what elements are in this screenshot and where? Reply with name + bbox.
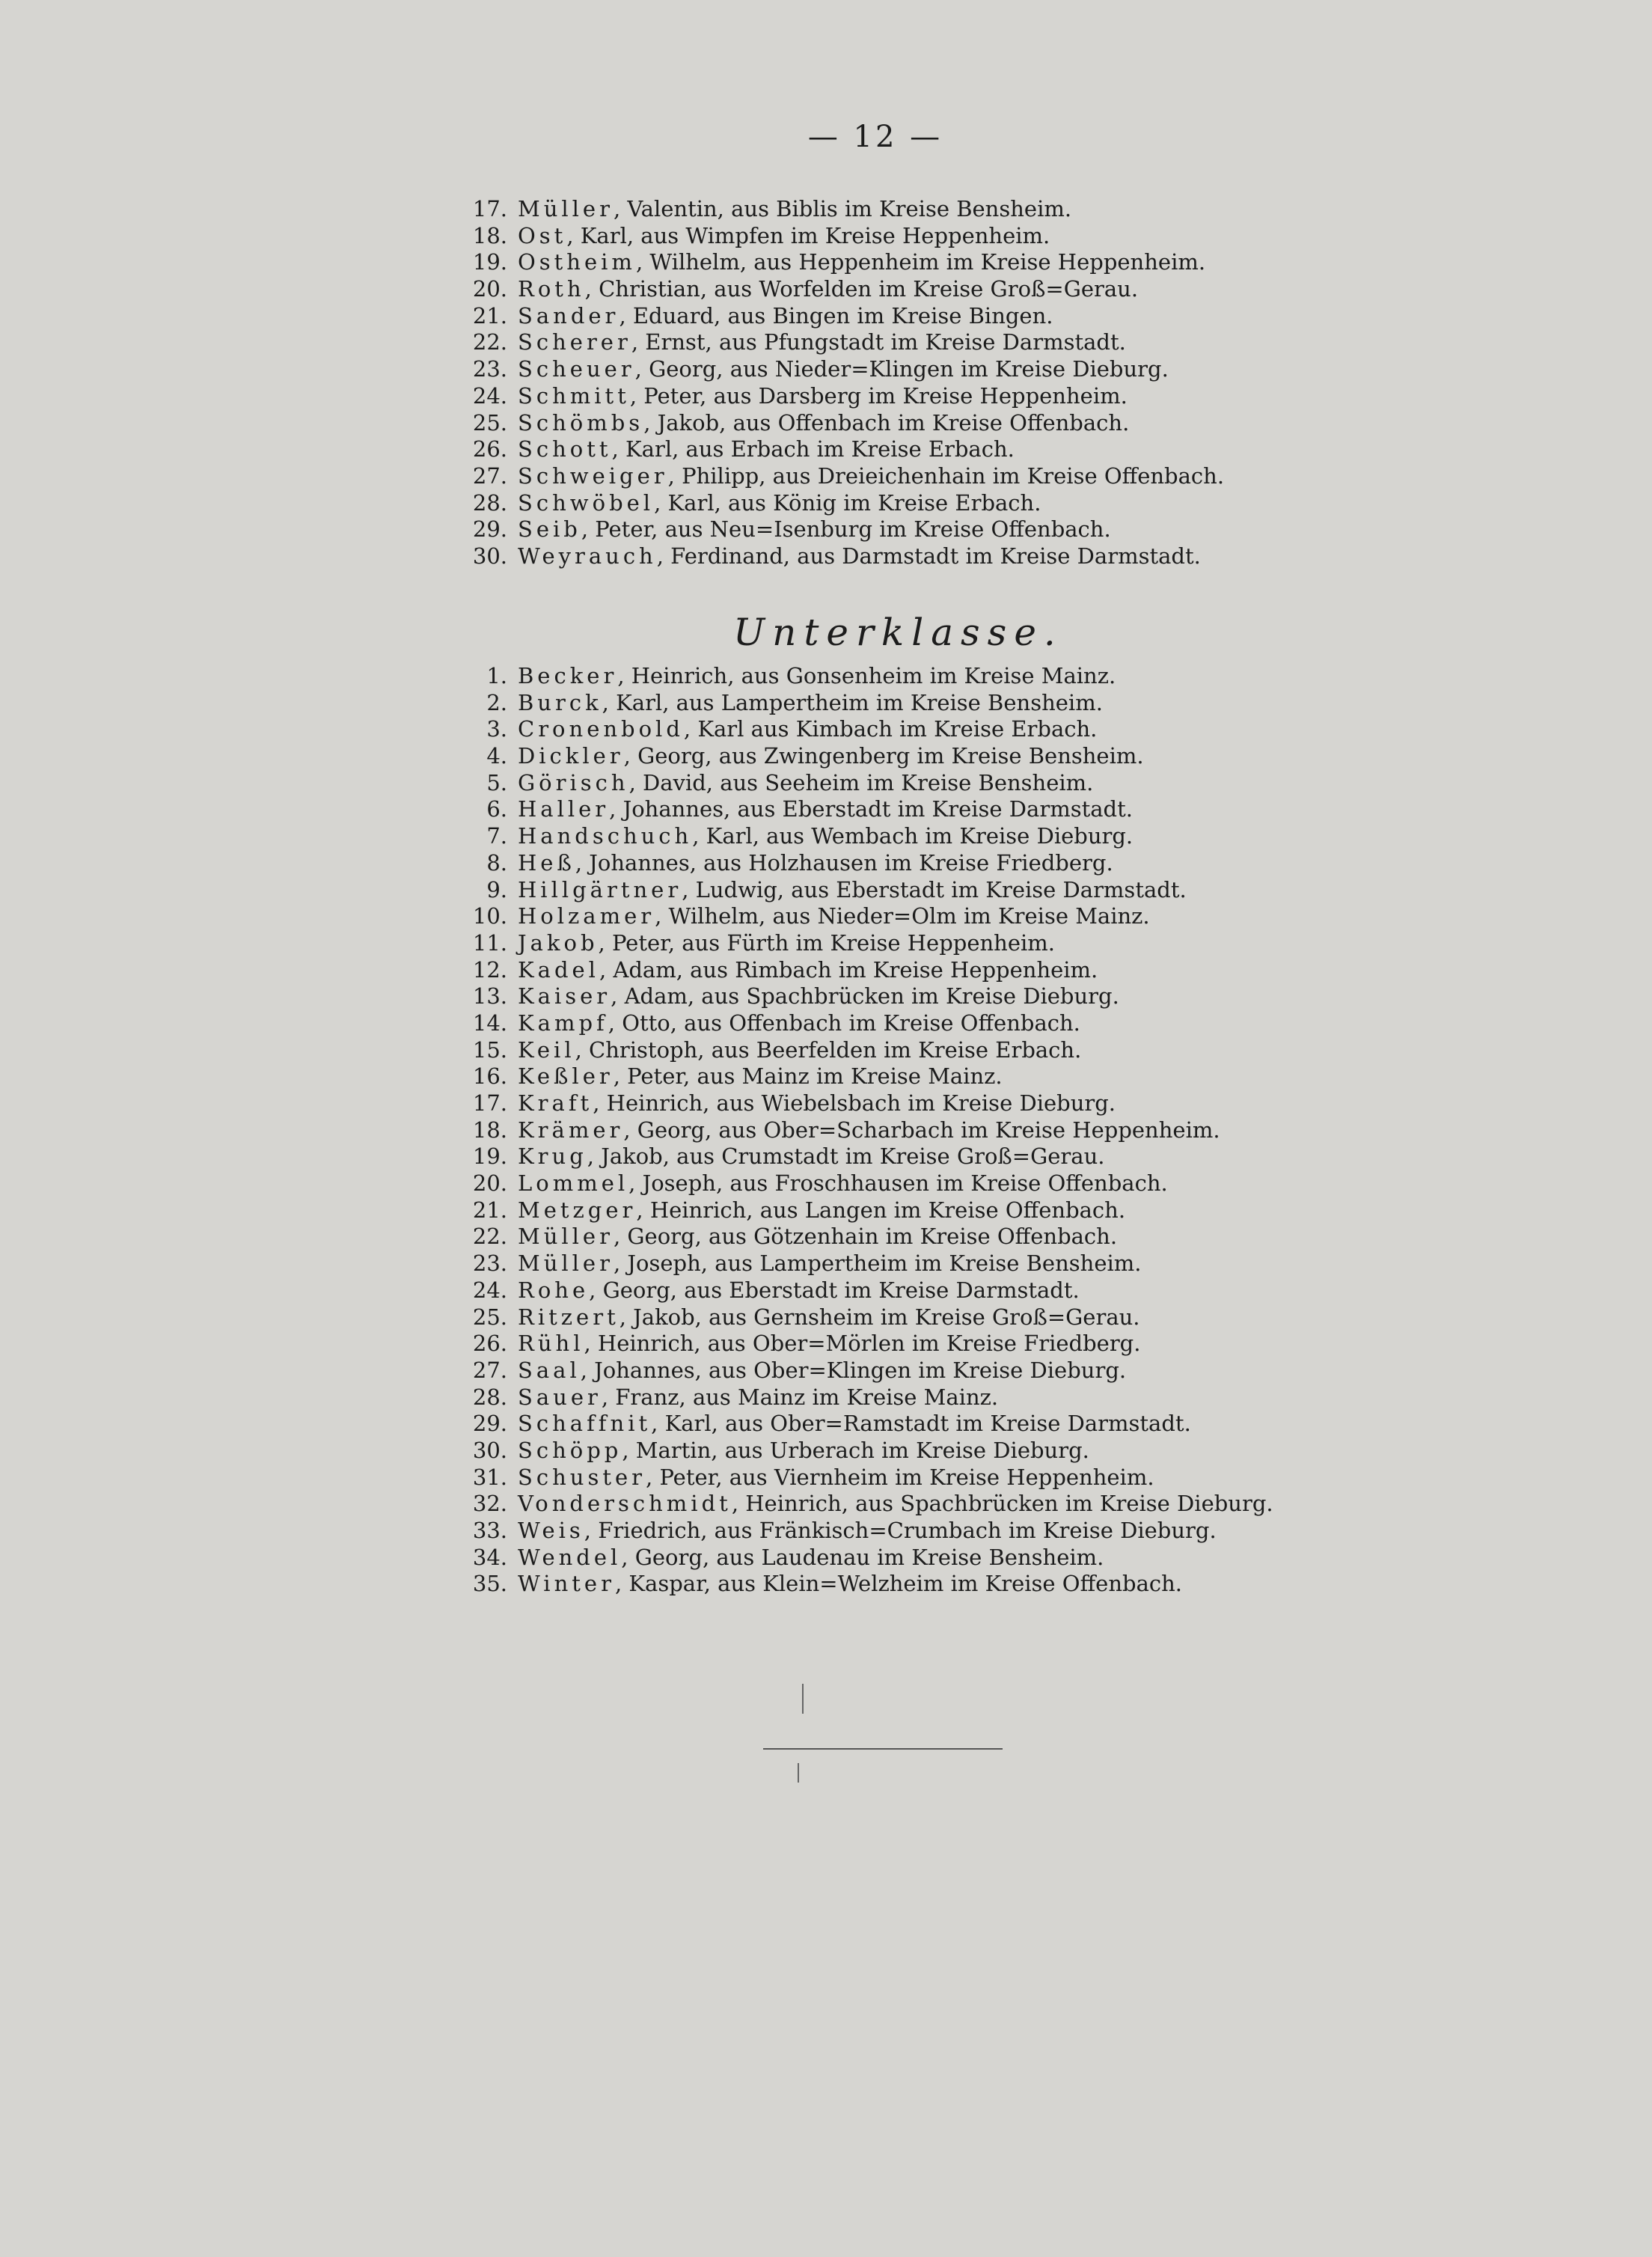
list-item (464, 356, 1347, 383)
entry-details: , Otto, aus Offenbach im Kreise Offenbach. (608, 1010, 1080, 1036)
entry-details: , Karl, aus Erbach im Kreise Erbach. (611, 436, 1015, 462)
entry-number: 20. (472, 1170, 507, 1197)
entry-surname: Schaffnit (518, 1411, 652, 1437)
entry-details: , Adam, aus Rimbach im Kreise Heppenheim. (599, 956, 1098, 983)
list-item (464, 223, 1347, 250)
entry-details: , Jakob, aus Offenbach im Kreise Offenbach. (643, 409, 1130, 436)
list-item (464, 850, 1347, 877)
entry-surname: Schuster (518, 1464, 646, 1490)
list-item (464, 1224, 1347, 1250)
entry-surname: Kraft (518, 1090, 593, 1116)
section-heading: Unterklasse. (733, 611, 1063, 654)
entry-surname: Keil (518, 1036, 575, 1063)
entry-details: , Ludwig, aus Eberstadt im Kreise Darmstadt. (682, 876, 1187, 903)
list-item (464, 823, 1347, 850)
bleed-through-mark (802, 1684, 804, 1714)
list-item (464, 1411, 1347, 1438)
entry-number: 14. (472, 1010, 507, 1036)
list-item (464, 1010, 1347, 1037)
entry-details: , Georg, aus Götzenhain im Kreise Offenbach. (613, 1224, 1118, 1250)
entry-number: 33. (472, 1518, 507, 1543)
entry-number: 17. (472, 1090, 507, 1116)
entry-number: 24. (472, 382, 507, 409)
page-number: — 12 — (807, 120, 943, 154)
list-item (464, 1438, 1347, 1465)
entry-details: , Johannes, aus Ober=Klingen im Kreise Dieburg. (580, 1357, 1127, 1383)
entry-number: 7. (486, 823, 507, 849)
list-item (464, 490, 1347, 517)
list-item (464, 463, 1347, 490)
entry-number: 18. (472, 1117, 507, 1143)
entry-surname: Becker (518, 663, 618, 688)
entry-surname: Saal (518, 1357, 581, 1383)
entry-surname: Schweiger (518, 462, 668, 489)
entry-details: , Heinrich, aus Ober=Mörlen im Kreise Friedberg. (584, 1331, 1141, 1357)
list-item (464, 1491, 1347, 1518)
list-item (464, 690, 1347, 717)
entry-surname: Roth (518, 276, 585, 302)
entry-number: 19. (472, 1143, 507, 1170)
entry-surname: Sander (518, 302, 620, 329)
list-item (464, 1304, 1347, 1331)
entry-surname: Weis (518, 1518, 584, 1543)
entry-details: , Kaspar, aus Klein=Welzheim im Kreise Offenbach. (614, 1571, 1183, 1597)
list-item (464, 1331, 1347, 1357)
list-item (464, 516, 1347, 543)
list-item (464, 1143, 1347, 1170)
list-item (464, 1357, 1347, 1384)
entry-number: 27. (472, 1357, 507, 1383)
entry-surname: Ostheim (518, 249, 636, 275)
entry-number: 23. (472, 356, 507, 382)
entry-details: , Heinrich, aus Spachbrücken im Kreise Dieburg. (731, 1491, 1273, 1517)
list-item (464, 1250, 1347, 1277)
entry-surname: Schmitt (518, 382, 630, 409)
entry-number: 11. (472, 929, 507, 956)
entry-surname: Görisch (518, 769, 629, 795)
entry-details: , Peter, aus Neu=Isenburg im Kreise Offenbach. (581, 516, 1111, 543)
list-item (464, 436, 1347, 463)
entry-surname: Cronenbold (518, 716, 684, 742)
entry-details: , David, aus Seeheim im Kreise Bensheim. (628, 769, 1094, 795)
student-list-upper (464, 196, 1347, 570)
entry-details: , Karl aus Kimbach im Kreise Erbach. (683, 716, 1098, 742)
list-item (464, 303, 1347, 330)
entry-surname: Schöpp (518, 1437, 622, 1463)
entry-details: , Karl, aus Wimpfen im Kreise Heppenheim. (566, 222, 1050, 248)
entry-number: 13. (472, 983, 507, 1010)
entry-number: 23. (472, 1250, 507, 1277)
entry-details: , Adam, aus Spachbrücken im Kreise Dieburg. (611, 983, 1119, 1010)
list-item (464, 983, 1347, 1010)
entry-number: 22. (472, 1224, 507, 1250)
list-item (464, 877, 1347, 904)
entry-number: 30. (472, 543, 507, 569)
entry-surname: Handschuch (518, 823, 693, 849)
entry-details: , Johannes, aus Holzhausen im Kreise Friedberg. (575, 849, 1113, 876)
list-item (464, 663, 1347, 690)
entry-number: 6. (486, 796, 507, 822)
entry-details: , Valentin, aus Biblis im Kreise Bensheim. (613, 196, 1072, 222)
entry-number: 27. (472, 462, 507, 489)
entry-number: 28. (472, 489, 507, 516)
entry-number: 2. (486, 689, 507, 715)
entry-surname: Haller (518, 796, 610, 822)
entry-surname: Heß (518, 849, 575, 876)
list-item (464, 1277, 1347, 1304)
entry-surname: Krug (518, 1143, 587, 1170)
list-item (464, 410, 1347, 437)
entry-surname: Kampf (518, 1010, 608, 1036)
entry-surname: Müller (518, 1250, 614, 1277)
entry-surname: Scheuer (518, 356, 635, 382)
entry-surname: Metzger (518, 1197, 637, 1223)
entry-number: 25. (472, 1304, 507, 1330)
entry-details: , Heinrich, aus Langen im Kreise Offenbach. (636, 1197, 1126, 1223)
entry-surname: Schott (518, 436, 612, 462)
list-item (464, 930, 1347, 957)
list-item (464, 1063, 1347, 1090)
entry-number: 24. (472, 1277, 507, 1303)
entry-details: , Joseph, aus Froschhausen im Kreise Offenbach. (628, 1170, 1168, 1197)
entry-number: 20. (472, 276, 507, 302)
entry-details: , Peter, aus Darsberg im Kreise Heppenheim. (629, 382, 1128, 409)
entry-surname: Seib (518, 516, 581, 543)
entry-surname: Hillgärtner (518, 876, 682, 903)
list-item (464, 383, 1347, 410)
entry-details: , Heinrich, aus Gonsenheim im Kreise Mainz. (617, 663, 1116, 688)
entry-surname: Kadel (518, 956, 599, 983)
entry-details: , Ernst, aus Pfungstadt im Kreise Darmstadt. (631, 329, 1126, 355)
list-item (464, 1571, 1347, 1598)
entry-number: 3. (486, 716, 507, 742)
entry-number: 12. (472, 956, 507, 983)
entry-details: , Georg, aus Nieder=Klingen im Kreise Dieburg. (634, 356, 1169, 382)
list-item (464, 1197, 1347, 1224)
entry-number: 35. (472, 1571, 507, 1597)
entry-details: , Christoph, aus Beerfelden im Kreise Erbach. (575, 1036, 1082, 1063)
list-item (464, 329, 1347, 356)
entry-details: , Peter, aus Mainz im Kreise Mainz. (613, 1063, 1003, 1090)
entry-details: , Karl, aus Ober=Ramstadt im Kreise Darmstadt. (651, 1411, 1191, 1437)
entry-surname: Ritzert (518, 1304, 620, 1330)
entry-surname: Schömbs (518, 409, 644, 436)
list-item (464, 1117, 1347, 1144)
entry-details: , Jakob, aus Gernsheim im Kreise Groß=Gerau. (619, 1304, 1140, 1330)
entry-number: 21. (472, 1197, 507, 1223)
entry-surname: Krämer (518, 1117, 624, 1143)
entry-surname: Schwöbel (518, 489, 655, 516)
entry-number: 25. (472, 409, 507, 436)
entry-surname: Müller (518, 1224, 614, 1250)
entry-number: 9. (486, 876, 507, 903)
entry-details: , Johannes, aus Eberstadt im Kreise Darmstadt. (609, 796, 1133, 822)
entry-details: , Christian, aus Worfelden im Kreise Groß=Gerau. (584, 276, 1139, 302)
entry-number: 30. (472, 1437, 507, 1463)
entry-surname: Scherer (518, 329, 631, 355)
list-item (464, 196, 1347, 223)
entry-number: 18. (472, 222, 507, 248)
entry-number: 15. (472, 1036, 507, 1063)
entry-number: 31. (472, 1464, 507, 1490)
entry-details: , Martin, aus Urberach im Kreise Dieburg. (622, 1437, 1089, 1463)
entry-details: , Karl, aus Lampertheim im Kreise Bensheim. (602, 689, 1103, 715)
entry-number: 26. (472, 1331, 507, 1357)
entry-number: 5. (486, 769, 507, 795)
entry-surname: Jakob (518, 929, 599, 956)
entry-number: 1. (486, 663, 507, 688)
list-item (464, 1090, 1347, 1117)
list-item (464, 276, 1347, 303)
entry-details: , Eduard, aus Bingen im Kreise Bingen. (619, 302, 1053, 329)
entry-details: , Joseph, aus Lampertheim im Kreise Bensheim. (613, 1250, 1142, 1277)
list-item (464, 1170, 1347, 1197)
entry-surname: Ost (518, 222, 567, 248)
list-item (464, 249, 1347, 276)
entry-surname: Rohe (518, 1277, 590, 1303)
entry-details: , Peter, aus Viernheim im Kreise Heppenheim. (646, 1464, 1154, 1490)
entry-details: , Philipp, aus Dreieichenhain im Kreise Offenbach. (667, 462, 1225, 489)
entry-surname: Holzamer (518, 903, 655, 929)
entry-surname: Burck (518, 689, 602, 715)
entry-number: 8. (486, 849, 507, 876)
entry-number: 34. (472, 1544, 507, 1570)
entry-surname: Weyrauch (518, 543, 657, 569)
entry-number: 19. (472, 249, 507, 275)
entry-number: 22. (472, 329, 507, 355)
entry-surname: Sauer (518, 1384, 602, 1410)
entry-surname: Rühl (518, 1331, 584, 1357)
entry-details: , Karl, aus König im Kreise Erbach. (654, 489, 1041, 516)
entry-surname: Kaiser (518, 983, 611, 1010)
entry-number: 10. (472, 903, 507, 929)
entry-surname: Vonderschmidt (518, 1491, 732, 1517)
entry-number: 21. (472, 302, 507, 329)
entry-details: , Georg, aus Eberstadt im Kreise Darmstadt. (589, 1277, 1080, 1303)
entry-surname: Keßler (518, 1063, 614, 1090)
list-item (464, 903, 1347, 930)
entry-details: , Karl, aus Wembach im Kreise Dieburg. (692, 823, 1134, 849)
entry-surname: Dickler (518, 743, 624, 769)
list-item (464, 743, 1347, 770)
entry-details: , Friedrich, aus Fränkisch=Crumbach im Kreise Dieburg. (584, 1518, 1217, 1543)
list-item (464, 957, 1347, 984)
entry-details: , Georg, aus Laudenau im Kreise Bensheim. (621, 1544, 1104, 1570)
entry-number: 29. (472, 1411, 507, 1437)
student-list-unterklasse (464, 663, 1347, 1598)
entry-surname: Wendel (518, 1544, 622, 1570)
list-item (464, 1518, 1347, 1545)
entry-number: 26. (472, 436, 507, 462)
entry-surname: Lommel (518, 1170, 629, 1197)
entry-details: , Jakob, aus Crumstadt im Kreise Groß=Gerau. (587, 1143, 1105, 1170)
entry-surname: Winter (518, 1571, 615, 1597)
bleed-through-mark (798, 1763, 799, 1783)
entry-surname: Müller (518, 196, 614, 222)
list-item (464, 1037, 1347, 1064)
entry-details: , Heinrich, aus Wiebelsbach im Kreise Dieburg. (593, 1090, 1116, 1116)
entry-details: , Peter, aus Fürth im Kreise Heppenheim. (598, 929, 1056, 956)
entry-details: , Franz, aus Mainz im Kreise Mainz. (601, 1384, 999, 1410)
list-item (464, 1465, 1347, 1491)
entry-number: 29. (472, 516, 507, 543)
entry-number: 16. (472, 1063, 507, 1090)
list-item (464, 1384, 1347, 1411)
list-item (464, 1545, 1347, 1572)
entry-details: , Wilhelm, aus Nieder=Olm im Kreise Mainz. (655, 903, 1150, 929)
list-item (464, 716, 1347, 743)
entry-number: 28. (472, 1384, 507, 1410)
list-item (464, 770, 1347, 797)
entry-details: , Georg, aus Zwingenberg im Kreise Bensheim. (623, 743, 1144, 769)
entry-number: 4. (486, 743, 507, 769)
entry-number: 32. (472, 1491, 507, 1517)
entry-details: , Wilhelm, aus Heppenheim im Kreise Heppenheim. (635, 249, 1206, 275)
entry-number: 17. (472, 196, 507, 222)
list-item (464, 796, 1347, 823)
entry-details: , Ferdinand, aus Darmstadt im Kreise Darmstadt. (656, 543, 1201, 569)
list-item (464, 543, 1347, 570)
entry-details: , Georg, aus Ober=Scharbach im Kreise Heppenheim. (623, 1117, 1220, 1143)
closing-rule (763, 1748, 1003, 1750)
